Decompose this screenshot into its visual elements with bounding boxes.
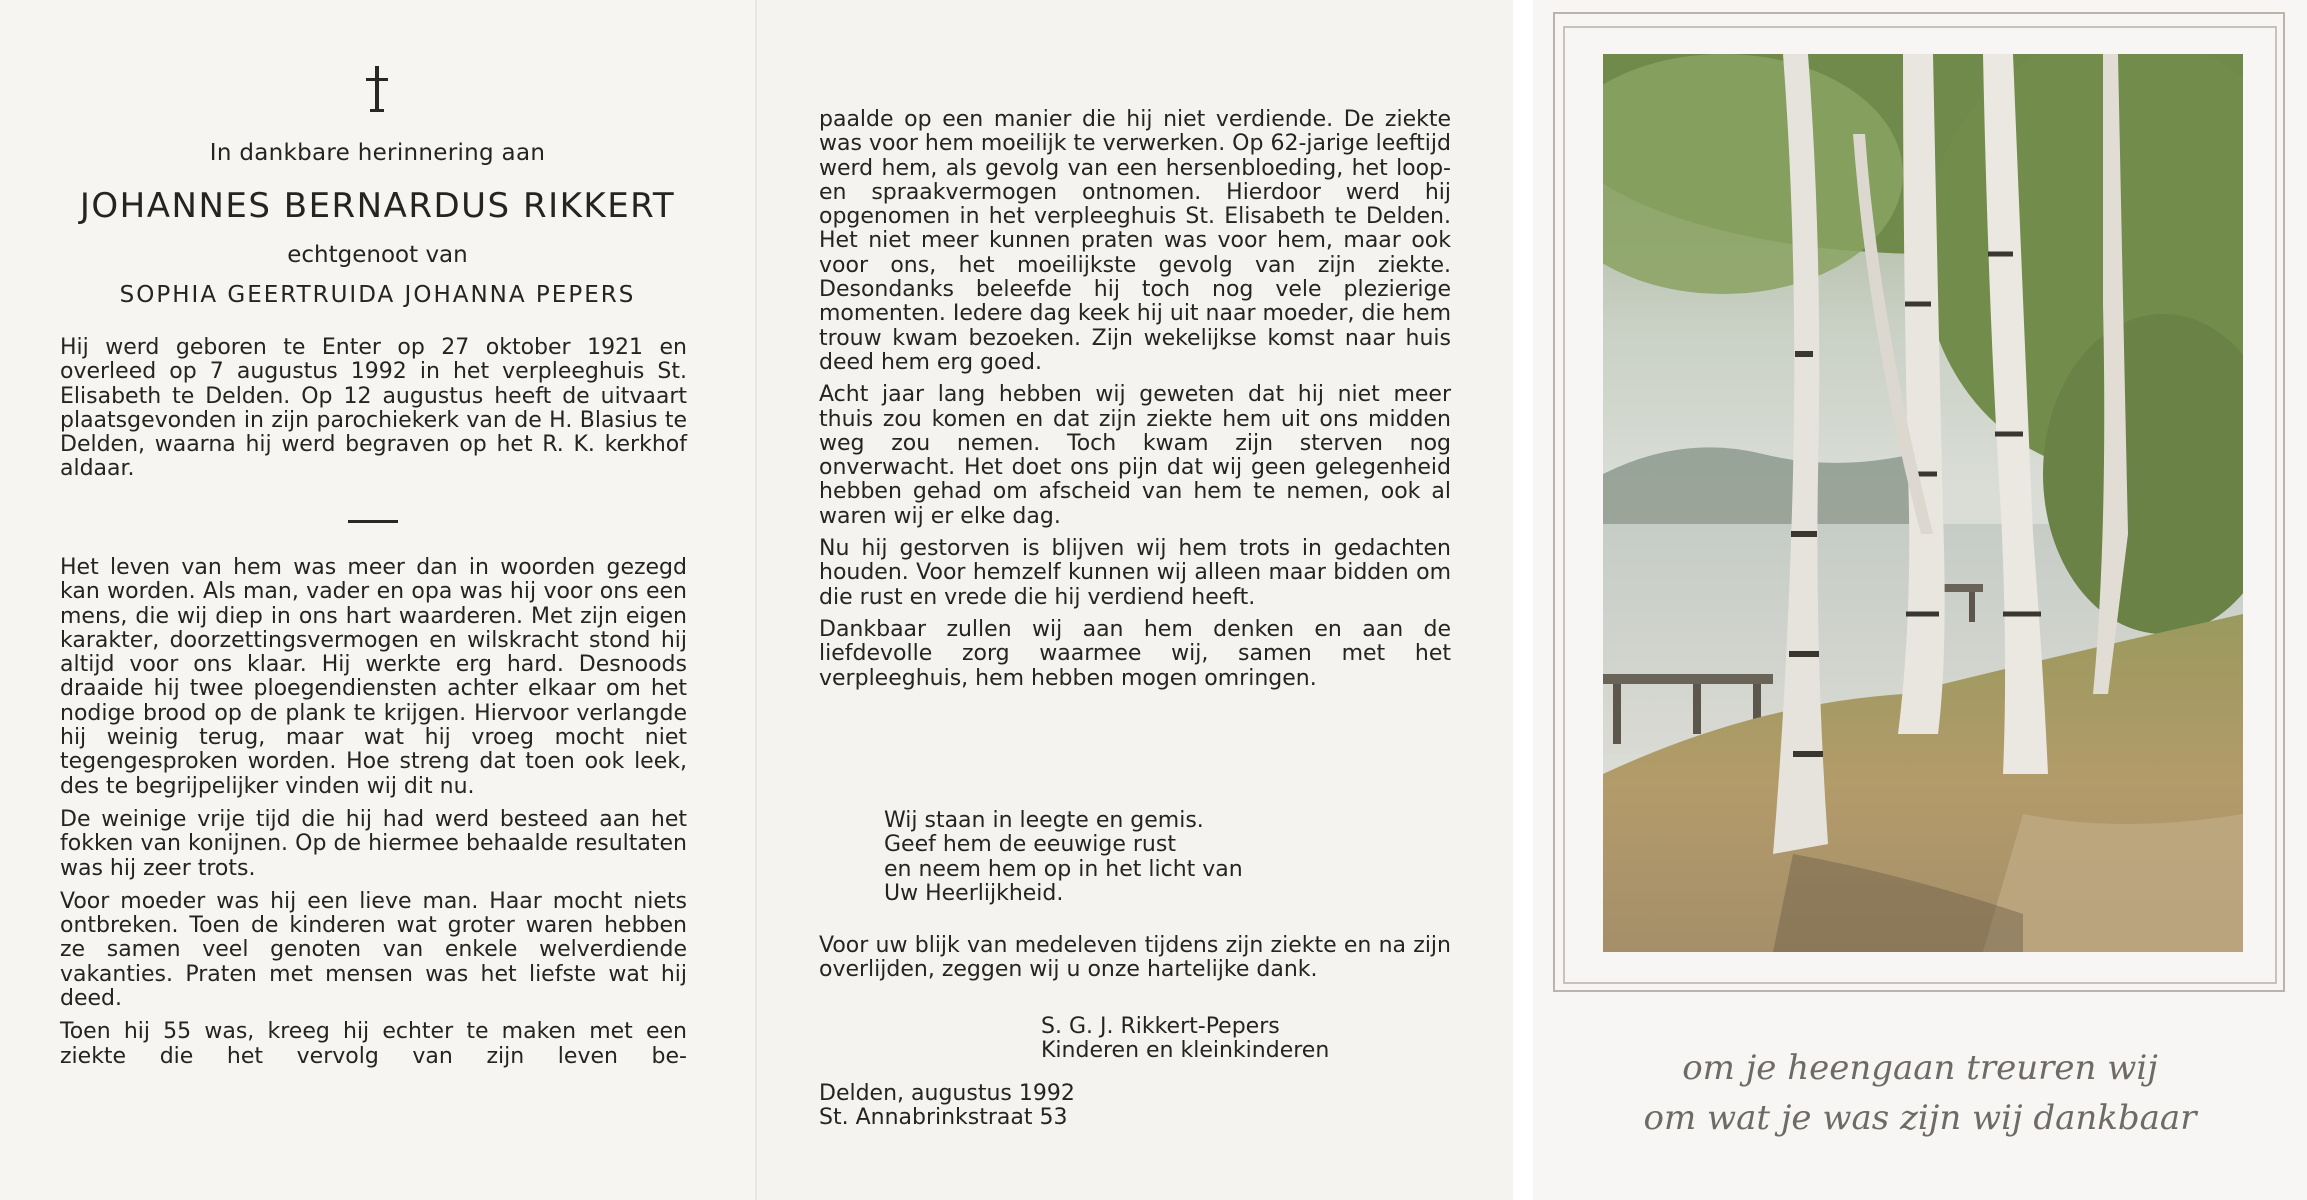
page-gap xyxy=(1513,0,1533,1200)
divider-rule xyxy=(348,520,398,523)
verse-line: Geef hem de eeuwige rust xyxy=(884,832,1176,858)
signatory-line: S. G. J. Rikkert-Pepers xyxy=(1041,1014,1280,1039)
prayer-verse xyxy=(884,809,1243,906)
paragraph: paalde op een manier die hij niet verdiende. De ziekte was voor hem moeilijk te verwerken. Op 62-jarige leeftijd werd hem, als gevolg van een hersenbloeding, het loop- en spraakvermogen ontnomen. Hierdoor werd hij opgenomen in het verpleeghuis St. Elisabeth te Delden. Het niet meer kunnen praten was voor hem, maar ook voor ons, het moeilijkste gevolg van zijn ziekte. Desondanks beleefde hij toch nog vele plezierige momenten. Iedere dag keek hij uit naar moeder, die hem trouw kwam bezoeken. Zijn wekelijkse komst naar huis deed hem erg goed. xyxy=(819,107,1451,375)
paragraph: Het leven van hem was meer dan in woorden gezegd kan worden. Als man, vader en opa was hij voor ons een mens, die wij diep in ons hart waarderen. Met zijn eigen karakter, doorzettingsvermogen en wilskracht stond hij altijd voor ons klaar. Hij werkte erg hard. Desnoods draaide hij twee ploegendiensten achter elkaar om het nodige brood op de plank te krijgen. Hiervoor verlangde hij weinig terug, maar wat hij vroeg mocht niet tegengesproken worden. Hoe streng dat toen ook leek, des te begrijpelijker vinden wij dit nu. xyxy=(60,555,687,799)
verse-line: en neem hem op in het licht van xyxy=(884,856,1243,882)
place-date: Delden, augustus 1992 xyxy=(819,1081,1075,1106)
paragraph: De weinige vrije tijd die hij had werd besteed aan het fokken van konijnen. Op de hiermee behaalde resultaten was hij zeer trots. xyxy=(60,806,687,881)
verse-line: Wij staan in leegte en gemis. xyxy=(884,808,1204,833)
signatory-line: Kinderen en kleinkinderen xyxy=(1041,1038,1330,1064)
paragraph: Toen hij 55 was, kreeg hij echter te maken met een ziekte die het vervolg van zijn leven be- xyxy=(60,1019,687,1069)
caption-line-1: om je heengaan treuren wij xyxy=(1682,1048,2158,1088)
paragraph: Acht jaar lang hebben wij geweten dat hij niet meer thuis zou komen en dat zijn ziekte hem uit ons midden weg zou nemen. Toch kwam zijn sterven nog onverwacht. Het doet ons pijn dat wij geen gelegenheid hebben gehad om afscheid van hem te nemen, ook al waren wij er elke dag. xyxy=(819,382,1451,529)
verse-line: Uw Heerlijkheid. xyxy=(884,880,1064,906)
life-story xyxy=(60,556,687,1069)
thanks-paragraph xyxy=(819,934,1451,983)
intro-line: In dankbare herinnering aan xyxy=(209,140,546,166)
place-and-address xyxy=(819,1082,1075,1131)
biography-paragraph xyxy=(60,336,687,482)
paragraph: Voor moeder was hij een lieve man. Haar mocht niets ontbreken. Toen de kinderen wat groter waren hebben ze samen veel genoten van enkele welverdiende vakanties. Praten met mensen was het liefste wat hij deed. xyxy=(60,888,687,1012)
thanks-text: Voor uw blijk van medeleven tijdens zijn ziekte en na zijn overlijden, zeggen wij u onze hartelijke dank. xyxy=(819,933,1451,983)
cross-icon xyxy=(362,66,392,116)
address: St. Annabrinkstraat 53 xyxy=(819,1105,1068,1131)
bio-text: Hij werd geboren te Enter op 27 oktober 1921 en overleed op 7 augustus 1992 in het verpleeghuis St. Elisabeth te Delden. Op 12 augustus heeft de uitvaart plaatsgevonden in zijn parochiekerk van de H. Blasius te Delden, waarna hij werd begraven op het R. K. kerkhof aldaar. xyxy=(60,335,687,482)
card-front-page xyxy=(1533,0,2307,1200)
caption-line-2: om wat je was zijn wij dankbaar xyxy=(1643,1098,2197,1138)
birch-lake-photo xyxy=(1603,54,2243,952)
spouse-name: SOPHIA GEERTRUIDA JOHANNA PEPERS xyxy=(119,282,636,308)
deceased-name: JOHANNES BERNARDUS RIKKERT xyxy=(79,186,676,226)
card-left-page xyxy=(0,0,755,1200)
paragraph: Dankbaar zullen wij aan hem denken en aan de liefdevolle zorg waarmee wij, samen met het verpleeghuis, hem hebben mogen omringen. xyxy=(819,616,1451,691)
signatories xyxy=(1041,1015,1329,1064)
paragraph: Nu hij gestorven is blijven wij hem trots in gedachten houden. Voor hemzelf kunnen wij alleen maar bidden om die rust en vrede die hij verdiend heeft. xyxy=(819,536,1451,610)
spouse-label: echtgenoot van xyxy=(287,242,468,268)
card-middle-page xyxy=(755,0,1513,1200)
life-story-continued xyxy=(819,108,1451,691)
